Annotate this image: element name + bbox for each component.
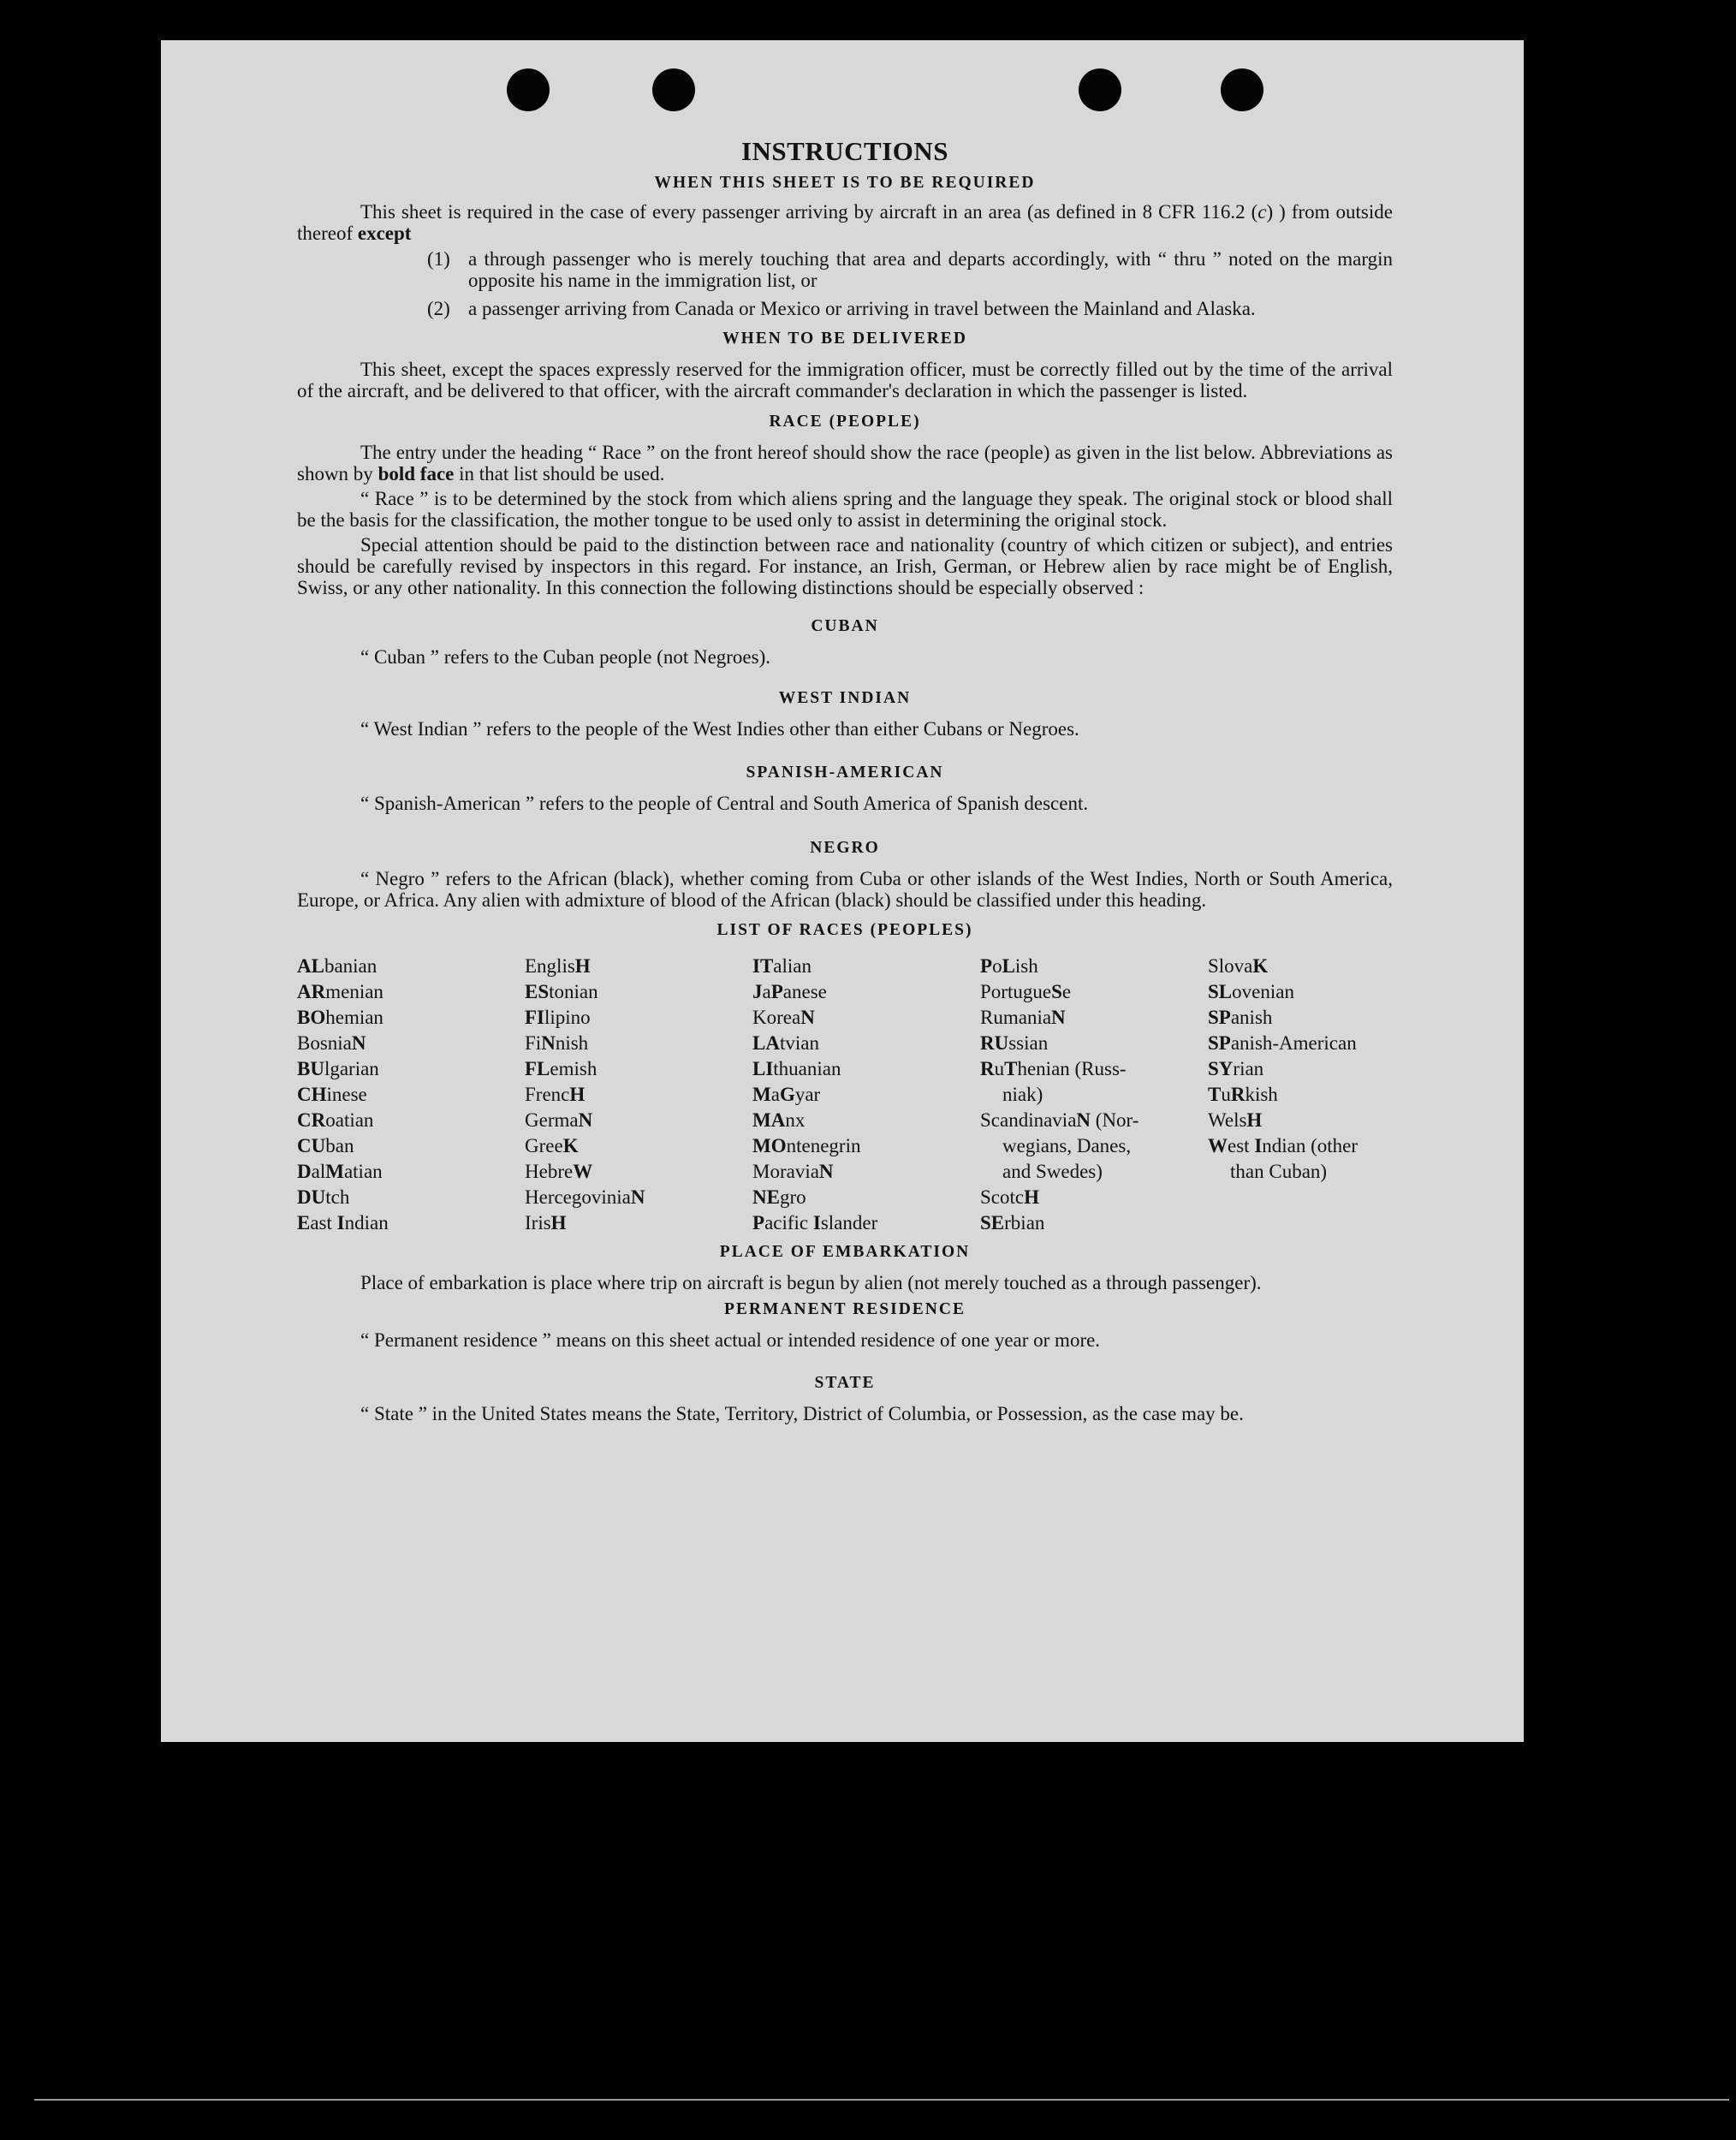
section-heading-state: STATE <box>814 1374 876 1392</box>
race-entry: RumaniaN <box>980 1007 1066 1028</box>
section-heading-delivered: WHEN TO BE DELIVERED <box>722 330 967 348</box>
race-entry: MOntenegrin <box>752 1135 861 1156</box>
race-entry: CHinese <box>297 1084 367 1105</box>
punch-hole <box>652 68 695 111</box>
race-column <box>752 954 980 1236</box>
race-entry: ALbanian <box>297 955 378 977</box>
section-heading-required: WHEN THIS SHEET IS TO BE REQUIRED <box>654 174 1036 192</box>
race-entry: SLovenian <box>1208 981 1294 1002</box>
residence-text: “ Permanent residence ” means on this sheet actual or intended residence of one year or more. <box>360 1329 1101 1351</box>
race-entry: EStonian <box>525 981 598 1002</box>
race-entry: ScandinaviaN (Nor- <box>980 1109 1139 1131</box>
race-entry: CRoatian <box>297 1109 374 1131</box>
race-column <box>980 954 1208 1236</box>
race-entry: NEgro <box>752 1186 806 1208</box>
section-heading-spanish-american: SPANISH-AMERICAN <box>746 764 944 782</box>
race-entry: and Swedes) <box>1002 1161 1103 1182</box>
race-entry: East Indian <box>297 1212 389 1233</box>
race-entry: EnglisH <box>525 955 591 977</box>
race-entry: RuThenian (Russ- <box>980 1058 1127 1079</box>
negro-text: “ Negro ” refers to the African (black), whether coming from Cuba or other islands of the West Indies, North or South America, Europe, or Africa. Any alien with admixture of blood of the African (black) should be classified under this heading. <box>297 868 1393 911</box>
race-paragraph: The entry under the heading “ Race ” on the front hereof should show the race (people) as given in the list below. Abbreviations as shown by bold face in that list should be used. <box>297 442 1393 484</box>
punch-hole <box>507 68 550 111</box>
race-entry: IrisH <box>525 1212 567 1233</box>
race-entry: than Cuban) <box>1230 1161 1328 1182</box>
race-entry: MaGyar <box>752 1084 821 1105</box>
race-entry: DUtch <box>297 1186 350 1208</box>
section-heading-race: RACE (PEOPLE) <box>769 413 921 431</box>
race-entry: JaPanese <box>752 981 827 1002</box>
instructions-content <box>297 136 1393 1424</box>
section-heading-west-indian: WEST INDIAN <box>778 689 912 707</box>
race-entry: LIthuanian <box>752 1058 841 1079</box>
race-entry: ScotcH <box>980 1186 1039 1208</box>
race-entry: PortugueSe <box>980 981 1072 1002</box>
races-list <box>297 954 1393 1236</box>
race-entry: HebreW <box>525 1161 593 1182</box>
race-entry: GermaN <box>525 1109 593 1131</box>
cuban-text: “ Cuban ” refers to the Cuban people (not Negroes). <box>360 646 771 668</box>
race-entry: HercegoviniaN <box>525 1186 645 1208</box>
list-item: (1) a through passenger who is merely touching that area and departs accordingly, with “ thru ” noted on the margin opposite his name in the immigration list, or <box>427 248 1393 291</box>
race-entry: BOhemian <box>297 1007 383 1028</box>
document-sheet <box>161 40 1524 1742</box>
race-entry: Pacific Islander <box>752 1212 878 1233</box>
spanish-american-text: “ Spanish-American ” refers to the people of Central and South America of Spanish descent. <box>360 793 1089 814</box>
race-entry: FLemish <box>525 1058 597 1079</box>
section-heading-negro: NEGRO <box>810 839 880 857</box>
punch-hole <box>1079 68 1121 111</box>
race-entry: SPanish-American <box>1208 1032 1357 1054</box>
state-text: “ State ” in the United States means the State, Territory, District of Columbia, or Possession, as the case may be. <box>360 1403 1244 1424</box>
race-entry: MAnx <box>752 1109 806 1131</box>
scan-artifact-line <box>34 2099 1729 2101</box>
race-entry: SErbian <box>980 1212 1045 1233</box>
section-heading-embarkation: PLACE OF EMBARKATION <box>719 1243 971 1261</box>
race-entry: BosniaN <box>297 1032 366 1054</box>
race-entry: ITalian <box>752 955 812 977</box>
race-column <box>1208 954 1436 1236</box>
race-entry: PoLish <box>980 955 1038 977</box>
page-title: INSTRUCTIONS <box>740 136 948 166</box>
race-entry: ARmenian <box>297 981 383 1002</box>
race-entry: niak) <box>1002 1084 1043 1105</box>
race-entry: wegians, Danes, <box>1002 1135 1132 1156</box>
race-column <box>297 954 525 1236</box>
section-heading-residence: PERMANENT RESIDENCE <box>724 1300 966 1318</box>
race-entry: SlovaK <box>1208 955 1269 977</box>
race-paragraph: “ Race ” is to be determined by the stock from which aliens spring and the language they speak. The original stock or blood shall be the basis for the classification, the mother tongue to be used only to assist in determining the original stock. <box>297 488 1393 531</box>
race-entry: FrencH <box>525 1084 586 1105</box>
race-entry: FiNnish <box>525 1032 589 1054</box>
race-entry: KoreaN <box>752 1007 815 1028</box>
race-entry: LAtvian <box>752 1032 819 1054</box>
list-item: (2) a passenger arriving from Canada or Mexico or arriving in travel between the Mainland and Alaska. <box>427 298 1256 319</box>
race-entry: West Indian (other <box>1208 1135 1358 1156</box>
embarkation-text: Place of embarkation is place where trip on aircraft is begun by alien (not merely touched as a through passenger). <box>360 1272 1262 1293</box>
section-heading-cuban: CUBAN <box>811 617 879 635</box>
race-entry: DalMatian <box>297 1161 383 1182</box>
required-text: This sheet is required in the case of every passenger arriving by aircraft in an area (as defined in 8 CFR 116.2 (c) ) from outside thereof except <box>297 201 1393 244</box>
west-indian-text: “ West Indian ” refers to the people of the West Indies other than either Cubans or Negroes. <box>360 718 1079 740</box>
race-column <box>525 954 752 1236</box>
race-entry: GreeK <box>525 1135 579 1156</box>
race-entry: FIlipino <box>525 1007 591 1028</box>
punch-hole <box>1221 68 1263 111</box>
race-paragraph: Special attention should be paid to the distinction between race and nationality (country of which citizen or subject), and entries should be carefully revised by inspectors in this regard. For instance, an Irish, German, or Hebrew alien by race might be of English, Swiss, or any other nationality. In this connection the following distinctions should be especially observed : <box>297 534 1393 598</box>
race-entry: RUssian <box>980 1032 1049 1054</box>
race-entry: BUlgarian <box>297 1058 379 1079</box>
race-entry: CUban <box>297 1135 354 1156</box>
section-heading-list-of-races: LIST OF RACES (PEOPLES) <box>716 921 973 939</box>
race-entry: TuRkish <box>1208 1084 1278 1105</box>
race-entry: SYrian <box>1208 1058 1264 1079</box>
race-entry: WelsH <box>1208 1109 1263 1131</box>
race-entry: MoraviaN <box>752 1161 834 1182</box>
delivered-text: This sheet, except the spaces expressly reserved for the immigration officer, must be correctly filled out by the time of the arrival of the aircraft, and be delivered to that officer, with the aircraft commander's declaration in which the passenger is listed. <box>297 359 1393 401</box>
race-entry: SPanish <box>1208 1007 1273 1028</box>
